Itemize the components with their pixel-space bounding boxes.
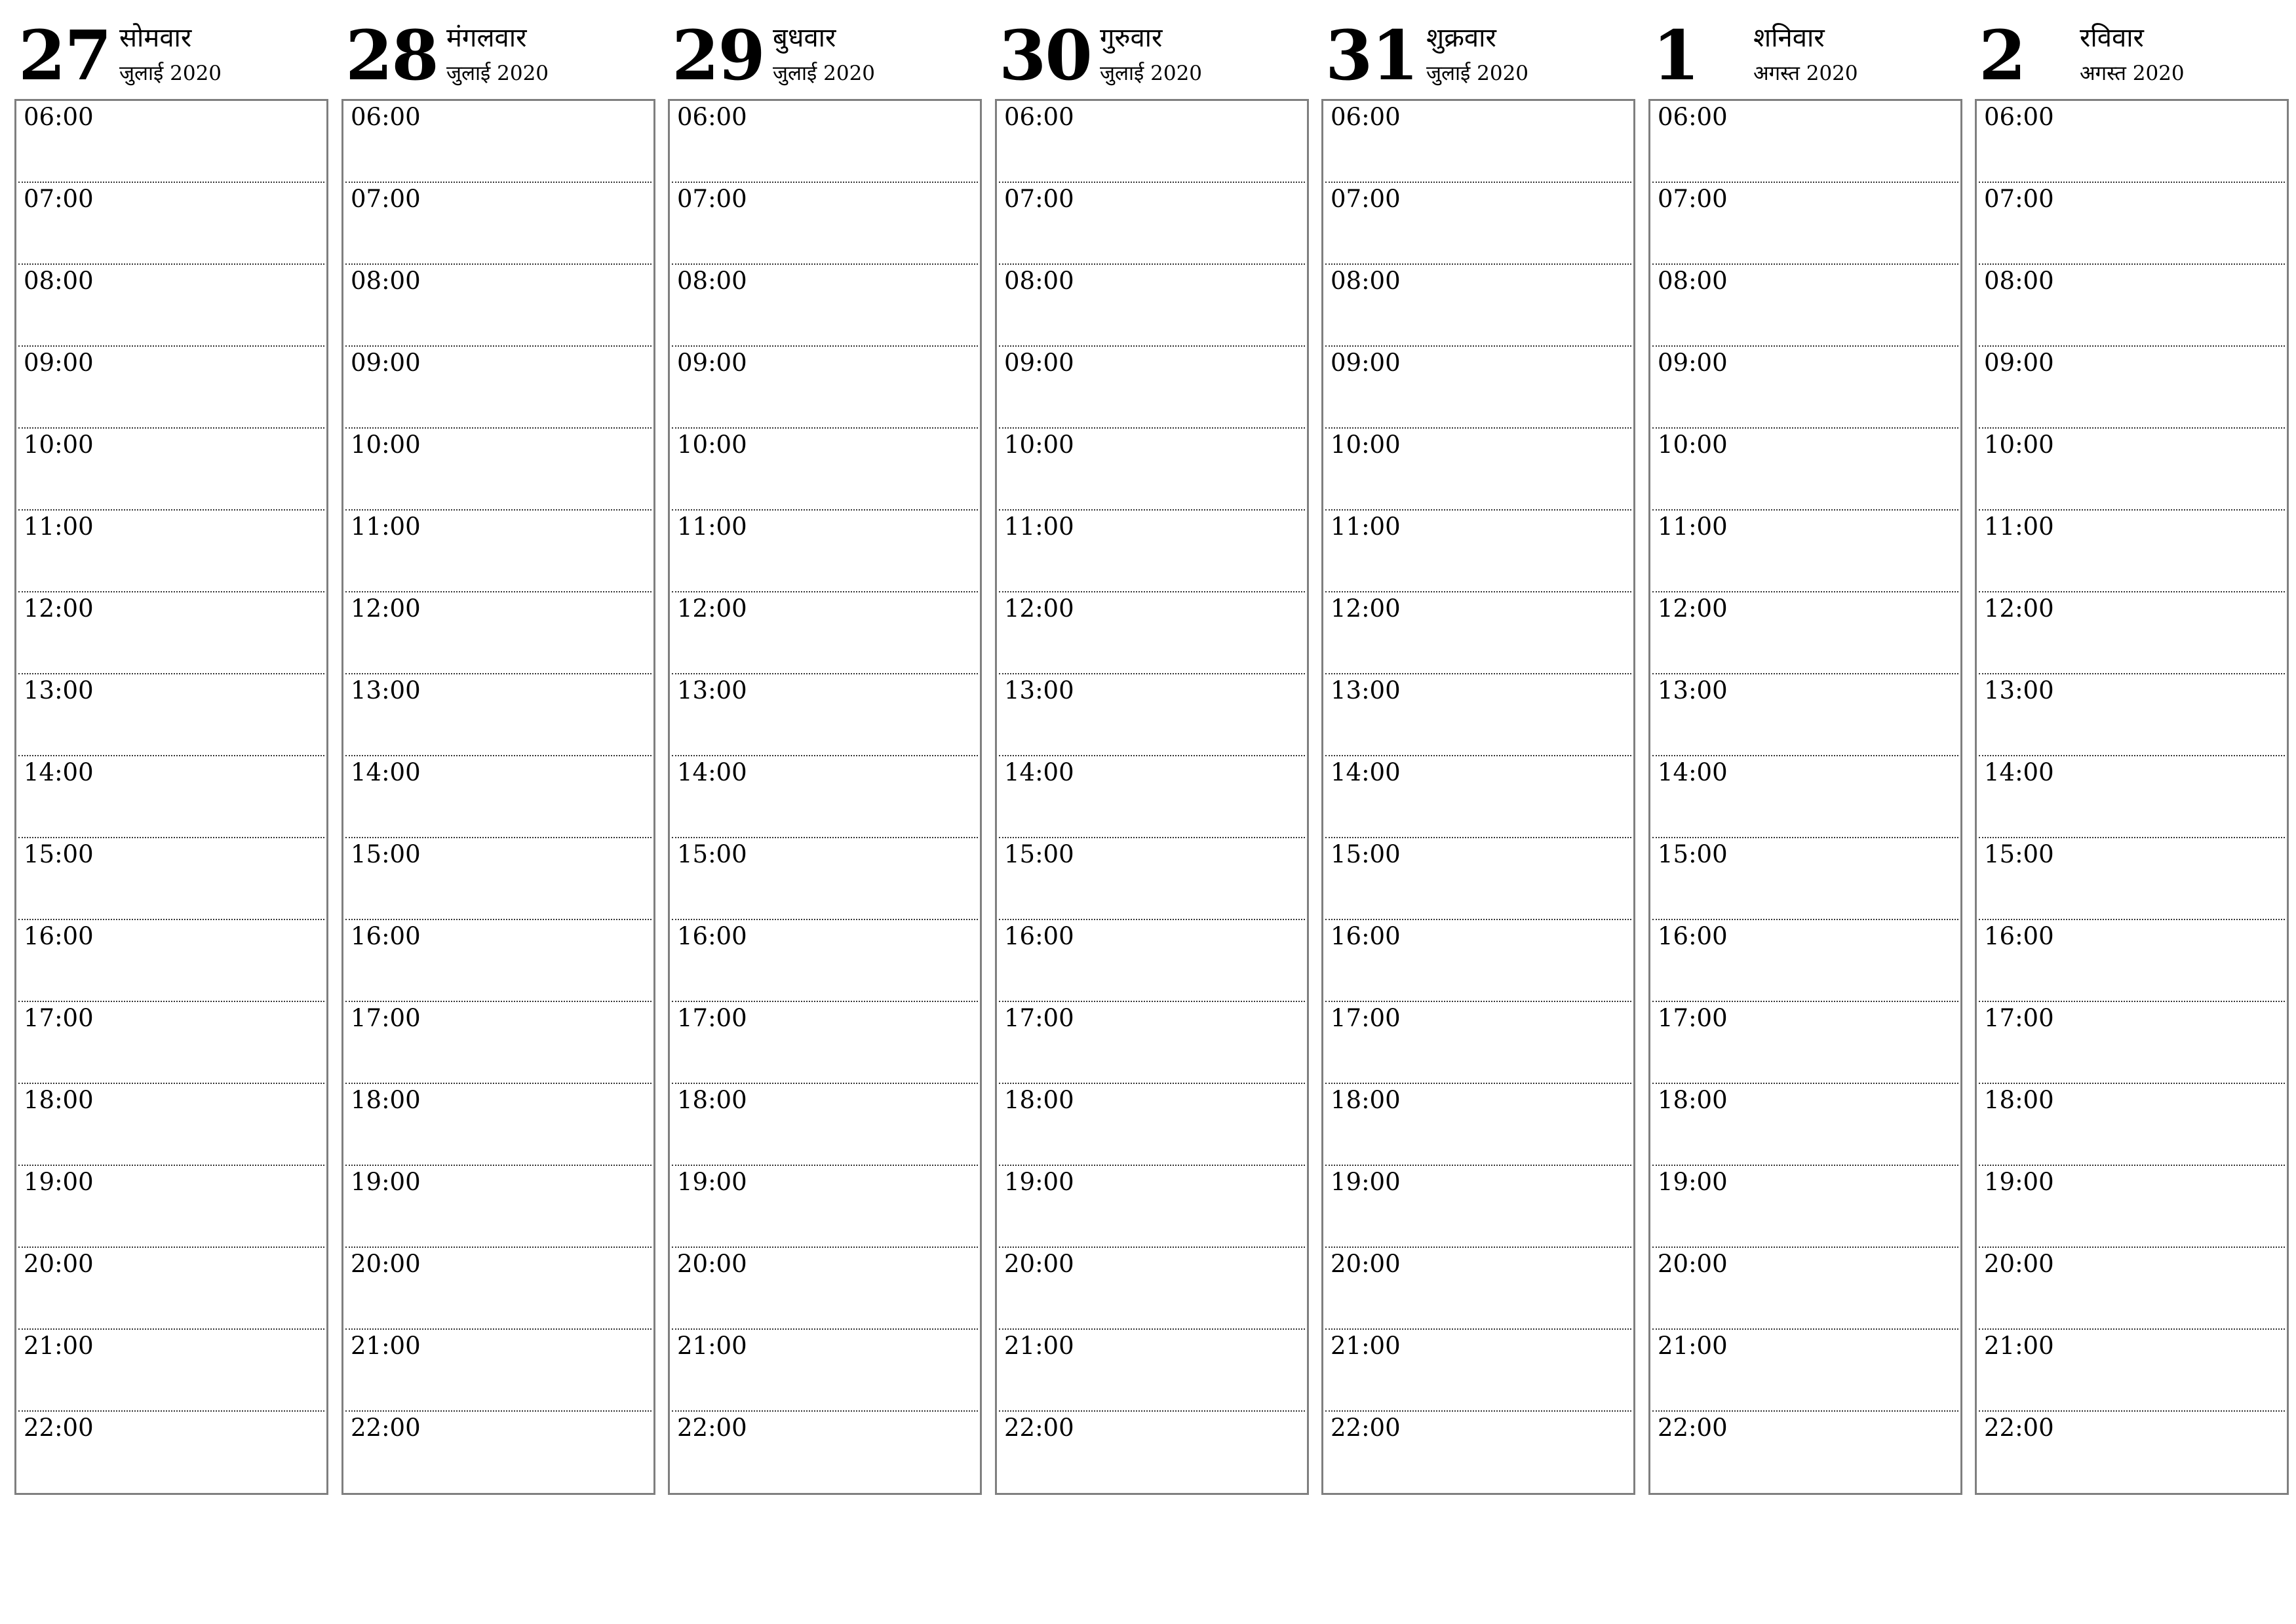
month-year-label: अगस्त 2020: [2080, 62, 2185, 85]
time-slot[interactable]: [18, 1166, 324, 1248]
time-slot-label: 18:00: [1004, 1086, 1074, 1114]
time-slot-label: 06:00: [1004, 103, 1074, 131]
time-slot-label: 19:00: [24, 1168, 94, 1196]
time-slot[interactable]: [1652, 1002, 1958, 1084]
time-slot-label: 21:00: [1658, 1332, 1728, 1360]
time-slot-label: 08:00: [351, 267, 421, 295]
time-slot[interactable]: [1325, 183, 1631, 265]
time-slot[interactable]: [1325, 1002, 1631, 1084]
time-slot[interactable]: [999, 1084, 1305, 1166]
time-slot[interactable]: [672, 1248, 978, 1330]
time-slot-label: 22:00: [1004, 1414, 1074, 1442]
time-slot[interactable]: [1325, 1166, 1631, 1248]
time-slot-label: 09:00: [1004, 349, 1074, 377]
time-slot-label: 19:00: [1658, 1168, 1728, 1196]
time-slot-label: 17:00: [1331, 1004, 1401, 1032]
time-slot-label: 20:00: [1984, 1250, 2054, 1278]
time-slot[interactable]: [18, 511, 324, 592]
time-slot[interactable]: [1325, 1248, 1631, 1330]
time-slot[interactable]: [345, 1166, 652, 1248]
time-slot[interactable]: [999, 265, 1305, 347]
time-slot-label: 22:00: [1984, 1414, 2054, 1442]
time-slot-label: 11:00: [1331, 512, 1401, 541]
month-year-label: जुलाई 2020: [773, 62, 876, 85]
time-slot[interactable]: [1652, 511, 1958, 592]
time-slot[interactable]: [1979, 592, 2285, 674]
weekday-label: शनिवार: [1753, 23, 1825, 53]
time-slot[interactable]: [345, 1002, 652, 1084]
day-header: [1975, 0, 2288, 98]
time-slot[interactable]: [672, 1084, 978, 1166]
time-slot-label: 18:00: [1658, 1086, 1728, 1114]
time-slot-label: 20:00: [24, 1250, 94, 1278]
time-slot-label: 15:00: [24, 840, 94, 868]
time-slot[interactable]: [999, 674, 1305, 756]
time-slot-label: 15:00: [1658, 840, 1728, 868]
time-slot-label: 22:00: [1331, 1414, 1401, 1442]
time-slot-label: 10:00: [1984, 431, 2054, 459]
time-slot-label: 10:00: [1658, 431, 1728, 459]
time-slot-label: 07:00: [24, 185, 94, 213]
time-slot-label: 06:00: [351, 103, 421, 131]
time-slot-label: 06:00: [1984, 103, 2054, 131]
time-slot[interactable]: [1325, 101, 1631, 183]
time-slot-label: 17:00: [677, 1004, 747, 1032]
time-slot-label: 22:00: [677, 1414, 747, 1442]
day-number: 27: [18, 15, 111, 96]
time-slot-label: 22:00: [24, 1414, 94, 1442]
time-slot[interactable]: [1652, 101, 1958, 183]
time-slot[interactable]: [345, 674, 652, 756]
month-year-label: अगस्त 2020: [1753, 62, 1858, 85]
time-slot[interactable]: [672, 1002, 978, 1084]
time-slot-label: 20:00: [1658, 1250, 1728, 1278]
time-slot[interactable]: [1652, 920, 1958, 1002]
weekday-label: मंगलवार: [446, 23, 527, 53]
time-slots-box: [341, 99, 655, 1495]
time-slot[interactable]: [672, 347, 978, 429]
month-year-label: जुलाई 2020: [1426, 62, 1529, 85]
day-header: [995, 0, 1308, 98]
time-slot[interactable]: [1325, 674, 1631, 756]
day-number: 2: [1979, 15, 2025, 96]
time-slot-label: 18:00: [351, 1086, 421, 1114]
time-slot[interactable]: [345, 838, 652, 920]
month-year-label: जुलाई 2020: [1100, 62, 1203, 85]
time-slot[interactable]: [18, 183, 324, 265]
time-slot-label: 18:00: [24, 1086, 94, 1114]
day-column: [341, 0, 655, 1501]
time-slot[interactable]: [672, 1412, 978, 1494]
month-year-label: जुलाई 2020: [446, 62, 549, 85]
time-slot[interactable]: [1325, 592, 1631, 674]
weekday-label: शुक्रवार: [1426, 23, 1496, 53]
day-header: [1648, 0, 1962, 98]
time-slot[interactable]: [18, 347, 324, 429]
time-slot-label: 15:00: [677, 840, 747, 868]
time-slot[interactable]: [999, 429, 1305, 511]
time-slot[interactable]: [1979, 838, 2285, 920]
time-slot[interactable]: [672, 838, 978, 920]
time-slot-label: 20:00: [351, 1250, 421, 1278]
time-slot[interactable]: [1325, 1084, 1631, 1166]
time-slot-label: 13:00: [1331, 676, 1401, 705]
time-slot[interactable]: [672, 592, 978, 674]
time-slot-label: 11:00: [1658, 512, 1728, 541]
time-slot[interactable]: [1979, 429, 2285, 511]
time-slot[interactable]: [345, 101, 652, 183]
time-slot-label: 12:00: [1658, 594, 1728, 623]
time-slot-label: 14:00: [351, 758, 421, 786]
time-slot[interactable]: [1979, 1166, 2285, 1248]
time-slot[interactable]: [1979, 511, 2285, 592]
time-slot-label: 09:00: [24, 349, 94, 377]
time-slot-label: 10:00: [1004, 431, 1074, 459]
time-slot-label: 06:00: [1331, 103, 1401, 131]
time-slot-label: 13:00: [1984, 676, 2054, 705]
time-slot-label: 16:00: [1658, 922, 1728, 950]
time-slot[interactable]: [1325, 265, 1631, 347]
day-number: 1: [1652, 15, 1699, 96]
time-slot[interactable]: [999, 756, 1305, 838]
time-slot-label: 16:00: [1004, 922, 1074, 950]
time-slot[interactable]: [18, 1412, 324, 1494]
time-slot-label: 18:00: [677, 1086, 747, 1114]
time-slot[interactable]: [1325, 838, 1631, 920]
time-slot[interactable]: [999, 101, 1305, 183]
time-slot[interactable]: [1979, 101, 2285, 183]
time-slot[interactable]: [18, 1248, 324, 1330]
time-slot-label: 17:00: [1984, 1004, 2054, 1032]
time-slot-label: 09:00: [677, 349, 747, 377]
time-slot[interactable]: [672, 756, 978, 838]
time-slot-label: 07:00: [1984, 185, 2054, 213]
time-slot-label: 14:00: [1004, 758, 1074, 786]
time-slot[interactable]: [345, 592, 652, 674]
time-slot-label: 10:00: [1331, 431, 1401, 459]
time-slot[interactable]: [1325, 347, 1631, 429]
time-slot-label: 11:00: [351, 512, 421, 541]
time-slot[interactable]: [345, 1412, 652, 1494]
time-slot-label: 11:00: [1004, 512, 1074, 541]
time-slots-box: [1975, 99, 2289, 1495]
time-slot[interactable]: [1652, 265, 1958, 347]
day-number: 30: [999, 15, 1091, 96]
time-slot-label: 21:00: [24, 1332, 94, 1360]
time-slot[interactable]: [672, 265, 978, 347]
time-slot[interactable]: [1652, 674, 1958, 756]
time-slot[interactable]: [1652, 838, 1958, 920]
time-slot-label: 21:00: [1004, 1332, 1074, 1360]
time-slot[interactable]: [18, 429, 324, 511]
time-slot-label: 08:00: [1331, 267, 1401, 295]
time-slot[interactable]: [18, 838, 324, 920]
weekday-label: रविवार: [2080, 23, 2144, 53]
time-slot-label: 14:00: [1331, 758, 1401, 786]
time-slot[interactable]: [345, 756, 652, 838]
time-slot-label: 14:00: [1658, 758, 1728, 786]
time-slot[interactable]: [1652, 347, 1958, 429]
time-slot-label: 16:00: [24, 922, 94, 950]
day-column: [1975, 0, 2288, 1501]
time-slot-label: 06:00: [677, 103, 747, 131]
time-slot[interactable]: [1979, 1084, 2285, 1166]
time-slot[interactable]: [672, 1166, 978, 1248]
time-slot[interactable]: [1979, 265, 2285, 347]
weekday-label: सोमवार: [119, 23, 192, 53]
time-slot[interactable]: [999, 1412, 1305, 1494]
time-slot-label: 14:00: [1984, 758, 2054, 786]
time-slot[interactable]: [345, 1084, 652, 1166]
time-slot[interactable]: [1979, 920, 2285, 1002]
time-slot[interactable]: [1979, 1248, 2285, 1330]
day-header: [1321, 0, 1635, 98]
time-slot-label: 13:00: [24, 676, 94, 705]
time-slot-label: 17:00: [24, 1004, 94, 1032]
day-number: 28: [345, 15, 438, 96]
time-slot[interactable]: [999, 592, 1305, 674]
time-slot-label: 15:00: [1331, 840, 1401, 868]
time-slot-label: 07:00: [1331, 185, 1401, 213]
time-slot[interactable]: [1979, 756, 2285, 838]
time-slot-label: 21:00: [1331, 1332, 1401, 1360]
time-slot-label: 20:00: [677, 1250, 747, 1278]
time-slot[interactable]: [18, 756, 324, 838]
time-slot[interactable]: [345, 1248, 652, 1330]
time-slot[interactable]: [345, 511, 652, 592]
time-slot[interactable]: [999, 511, 1305, 592]
time-slot[interactable]: [18, 592, 324, 674]
time-slot-label: 20:00: [1004, 1250, 1074, 1278]
day-column: [1321, 0, 1635, 1501]
day-number: 31: [1325, 15, 1418, 96]
time-slot-label: 14:00: [677, 758, 747, 786]
time-slot-label: 09:00: [351, 349, 421, 377]
day-column: [995, 0, 1308, 1501]
day-column: [1648, 0, 1962, 1501]
time-slot-label: 10:00: [677, 431, 747, 459]
time-slot[interactable]: [345, 183, 652, 265]
time-slot-label: 11:00: [1984, 512, 2054, 541]
day-header: [341, 0, 655, 98]
time-slot[interactable]: [1652, 1166, 1958, 1248]
time-slot[interactable]: [1979, 183, 2285, 265]
time-slot-label: 20:00: [1331, 1250, 1401, 1278]
time-slot-label: 21:00: [677, 1332, 747, 1360]
time-slot-label: 15:00: [351, 840, 421, 868]
time-slot[interactable]: [672, 1330, 978, 1412]
time-slot-label: 19:00: [1331, 1168, 1401, 1196]
time-slot[interactable]: [1652, 592, 1958, 674]
time-slot[interactable]: [1979, 674, 2285, 756]
time-slot[interactable]: [18, 1330, 324, 1412]
time-slot-label: 21:00: [351, 1332, 421, 1360]
time-slot[interactable]: [1652, 1084, 1958, 1166]
time-slot-label: 12:00: [677, 594, 747, 623]
time-slot-label: 12:00: [1004, 594, 1074, 623]
time-slots-box: [1321, 99, 1635, 1495]
time-slot[interactable]: [1979, 1002, 2285, 1084]
time-slot-label: 11:00: [24, 512, 94, 541]
time-slot-label: 19:00: [677, 1168, 747, 1196]
time-slot[interactable]: [1325, 756, 1631, 838]
time-slot-label: 07:00: [1658, 185, 1728, 213]
time-slot-label: 18:00: [1331, 1086, 1401, 1114]
time-slot[interactable]: [1325, 429, 1631, 511]
time-slot-label: 15:00: [1004, 840, 1074, 868]
day-header: [668, 0, 981, 98]
time-slot[interactable]: [18, 265, 324, 347]
time-slot-label: 13:00: [351, 676, 421, 705]
time-slot[interactable]: [672, 101, 978, 183]
time-slot-label: 12:00: [24, 594, 94, 623]
time-slot-label: 19:00: [1984, 1168, 2054, 1196]
time-slot[interactable]: [1979, 1412, 2285, 1494]
time-slot[interactable]: [672, 511, 978, 592]
time-slot-label: 16:00: [351, 922, 421, 950]
time-slot-label: 22:00: [351, 1414, 421, 1442]
time-slot-label: 17:00: [351, 1004, 421, 1032]
time-slot-label: 14:00: [24, 758, 94, 786]
time-slot-label: 08:00: [1004, 267, 1074, 295]
time-slot[interactable]: [1979, 347, 2285, 429]
time-slot[interactable]: [1325, 1330, 1631, 1412]
time-slot[interactable]: [672, 674, 978, 756]
time-slot[interactable]: [345, 920, 652, 1002]
weekly-planner: [14, 0, 2289, 1501]
time-slot-label: 10:00: [351, 431, 421, 459]
time-slot[interactable]: [1652, 1248, 1958, 1330]
time-slot[interactable]: [1979, 1330, 2285, 1412]
time-slot[interactable]: [18, 101, 324, 183]
time-slot[interactable]: [1652, 756, 1958, 838]
time-slots-box: [995, 99, 1309, 1495]
time-slot-label: 11:00: [677, 512, 747, 541]
day-column: [14, 0, 328, 1501]
time-slot-label: 22:00: [1658, 1414, 1728, 1442]
time-slot[interactable]: [999, 1330, 1305, 1412]
time-slot[interactable]: [1325, 1412, 1631, 1494]
time-slot[interactable]: [18, 674, 324, 756]
time-slots-box: [14, 99, 328, 1495]
time-slot[interactable]: [345, 1330, 652, 1412]
time-slot-label: 13:00: [1658, 676, 1728, 705]
time-slot[interactable]: [18, 1084, 324, 1166]
time-slot[interactable]: [999, 183, 1305, 265]
weekday-label: बुधवार: [773, 23, 836, 53]
time-slot-label: 13:00: [677, 676, 747, 705]
time-slot-label: 07:00: [351, 185, 421, 213]
time-slot-label: 12:00: [1984, 594, 2054, 623]
time-slot-label: 19:00: [1004, 1168, 1074, 1196]
day-header: [14, 0, 328, 98]
time-slot[interactable]: [1325, 511, 1631, 592]
time-slot-label: 16:00: [1984, 922, 2054, 950]
time-slot-label: 09:00: [1658, 349, 1728, 377]
time-slot-label: 12:00: [1331, 594, 1401, 623]
time-slot[interactable]: [672, 429, 978, 511]
time-slot-label: 08:00: [677, 267, 747, 295]
time-slot[interactable]: [999, 838, 1305, 920]
time-slot-label: 06:00: [24, 103, 94, 131]
time-slot[interactable]: [999, 347, 1305, 429]
time-slot-label: 16:00: [1331, 922, 1401, 950]
time-slot[interactable]: [345, 347, 652, 429]
time-slot-label: 07:00: [677, 185, 747, 213]
time-slot[interactable]: [18, 1002, 324, 1084]
time-slot[interactable]: [345, 265, 652, 347]
time-slot[interactable]: [672, 920, 978, 1002]
time-slots-box: [668, 99, 982, 1495]
time-slot[interactable]: [1652, 1412, 1958, 1494]
time-slot-label: 09:00: [1331, 349, 1401, 377]
day-number: 29: [672, 15, 764, 96]
time-slot[interactable]: [1325, 920, 1631, 1002]
time-slot-label: 08:00: [1984, 267, 2054, 295]
time-slot-label: 12:00: [351, 594, 421, 623]
time-slot-label: 17:00: [1658, 1004, 1728, 1032]
month-year-label: जुलाई 2020: [119, 62, 222, 85]
time-slot-label: 07:00: [1004, 185, 1074, 213]
time-slot[interactable]: [345, 429, 652, 511]
time-slot[interactable]: [1652, 429, 1958, 511]
time-slot-label: 08:00: [1658, 267, 1728, 295]
time-slot-label: 16:00: [677, 922, 747, 950]
time-slot-label: 18:00: [1984, 1086, 2054, 1114]
day-column: [668, 0, 981, 1501]
time-slot-label: 17:00: [1004, 1004, 1074, 1032]
time-slot-label: 21:00: [1984, 1332, 2054, 1360]
time-slot-label: 09:00: [1984, 349, 2054, 377]
time-slot-label: 06:00: [1658, 103, 1728, 131]
time-slot[interactable]: [999, 1166, 1305, 1248]
time-slot-label: 13:00: [1004, 676, 1074, 705]
weekday-label: गुरुवार: [1100, 23, 1163, 53]
time-slot[interactable]: [672, 183, 978, 265]
time-slot[interactable]: [1652, 1330, 1958, 1412]
time-slot-label: 19:00: [351, 1168, 421, 1196]
time-slot[interactable]: [18, 920, 324, 1002]
time-slot-label: 08:00: [24, 267, 94, 295]
time-slot[interactable]: [999, 1002, 1305, 1084]
time-slot-label: 10:00: [24, 431, 94, 459]
time-slot[interactable]: [1652, 183, 1958, 265]
time-slot[interactable]: [999, 1248, 1305, 1330]
time-slots-box: [1648, 99, 1962, 1495]
time-slot-label: 15:00: [1984, 840, 2054, 868]
time-slot[interactable]: [999, 920, 1305, 1002]
